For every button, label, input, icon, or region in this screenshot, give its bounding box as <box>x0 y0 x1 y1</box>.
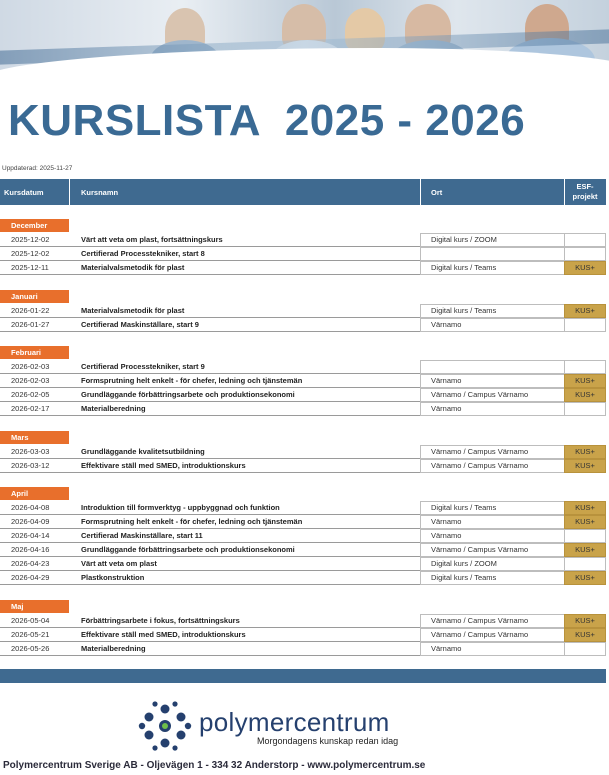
course-date: 2026-04-23 <box>11 559 50 568</box>
course-date: 2026-05-26 <box>11 644 50 653</box>
table-row <box>0 557 606 571</box>
month-header: April <box>0 487 69 500</box>
course-location: Värnamo / Campus Värnamo <box>431 616 529 625</box>
course-location: Värnamo / Campus Värnamo <box>431 390 529 399</box>
column-divider <box>420 179 421 205</box>
esf-cell <box>564 557 606 571</box>
course-location: Värnamo <box>431 531 462 540</box>
course-date: 2025-12-02 <box>11 235 50 244</box>
course-location: Digital kurs / Teams <box>431 503 497 512</box>
course-name: Materialvalsmetodik för plast <box>81 306 185 315</box>
column-divider <box>69 179 70 205</box>
row-divider <box>0 274 420 275</box>
esf-cell <box>564 529 606 543</box>
course-date: 2026-04-16 <box>11 545 50 554</box>
course-location: Värnamo <box>431 517 462 526</box>
esf-cell <box>564 247 606 261</box>
course-name: Värt att veta om plast, fortsättningskurs <box>81 235 223 244</box>
course-name: Formsprutning helt enkelt - för chefer, ledning och tjänstemän <box>81 376 303 385</box>
course-date: 2025-12-02 <box>11 249 50 258</box>
column-header-name: Kursnamn <box>81 187 119 197</box>
course-name: Effektivare ställ med SMED, introduktionskurs <box>81 630 246 639</box>
footer-address: Polymercentrum Sverige AB - Oljevägen 1 - 334 32 Anderstorp - www.polymercentrum.se <box>3 760 426 771</box>
course-date: 2026-04-09 <box>11 517 50 526</box>
course-location: Värnamo / Campus Värnamo <box>431 447 529 456</box>
row-divider <box>0 584 420 585</box>
esf-cell <box>564 642 606 656</box>
ort-cell-border <box>420 360 564 374</box>
esf-badge: KUS+ <box>564 515 606 529</box>
course-name: Certifierad Processtekniker, start 8 <box>81 249 205 258</box>
esf-badge: KUS+ <box>564 614 606 628</box>
table-row <box>0 233 606 247</box>
course-name: Grundläggande förbättringsarbete och produktionsekonomi <box>81 390 295 399</box>
course-date: 2026-05-21 <box>11 630 50 639</box>
table-row <box>0 445 606 459</box>
esf-badge: KUS+ <box>564 628 606 642</box>
course-location: Värnamo <box>431 320 462 329</box>
course-location: Digital kurs / Teams <box>431 573 497 582</box>
course-name: Materialvalsmetodik för plast <box>81 263 185 272</box>
table-header <box>0 179 606 205</box>
polymercentrum-logo-icon <box>138 701 192 751</box>
table-row <box>0 402 606 416</box>
esf-badge: KUS+ <box>564 388 606 402</box>
brand-name: polymercentrum <box>199 707 390 737</box>
page-title: KURSLISTA 2025 - 2026 <box>8 96 526 145</box>
column-header-date: Kursdatum <box>4 187 44 197</box>
course-date: 2026-05-04 <box>11 616 50 625</box>
column-header-esf: ESF- projekt <box>572 182 598 201</box>
table-row <box>0 247 606 261</box>
course-name: Värt att veta om plast <box>81 559 157 568</box>
course-date: 2026-02-03 <box>11 376 50 385</box>
course-location: Digital kurs / Teams <box>431 306 497 315</box>
course-name: Materialberedning <box>81 404 146 413</box>
column-header-ort: Ort <box>431 187 443 197</box>
esf-badge: KUS+ <box>564 445 606 459</box>
month-header: Februari <box>0 346 69 359</box>
course-date: 2026-03-12 <box>11 461 50 470</box>
course-location: Värnamo / Campus Värnamo <box>431 545 529 554</box>
month-header: Mars <box>0 431 69 444</box>
course-location: Värnamo <box>431 644 462 653</box>
esf-badge: KUS+ <box>564 571 606 585</box>
month-header: Maj <box>0 600 69 613</box>
brand-tagline: Morgondagens kunskap redan idag <box>257 736 399 746</box>
course-name: Effektivare ställ med SMED, introduktionskurs <box>81 461 246 470</box>
table-row <box>0 318 606 332</box>
course-date: 2026-04-14 <box>11 531 50 540</box>
esf-badge: KUS+ <box>564 261 606 275</box>
row-divider <box>0 415 420 416</box>
course-name: Grundläggande kvalitetsutbildning <box>81 447 205 456</box>
course-location: Digital kurs / ZOOM <box>431 559 497 568</box>
table-row <box>0 515 606 529</box>
course-location: Värnamo <box>431 376 462 385</box>
course-date: 2026-04-29 <box>11 573 50 582</box>
footer-bar <box>0 669 606 683</box>
esf-badge: KUS+ <box>564 304 606 318</box>
esf-cell <box>564 233 606 247</box>
course-location: Digital kurs / ZOOM <box>431 235 497 244</box>
esf-cell <box>564 360 606 374</box>
esf-badge: KUS+ <box>564 543 606 557</box>
course-name: Formsprutning helt enkelt - för chefer, ledning och tjänstemän <box>81 517 303 526</box>
table-row <box>0 459 606 473</box>
esf-cell <box>564 402 606 416</box>
course-date: 2026-01-27 <box>11 320 50 329</box>
table-row <box>0 571 606 585</box>
course-location: Digital kurs / Teams <box>431 263 497 272</box>
course-date: 2026-02-17 <box>11 404 50 413</box>
course-name: Introduktion till formverktyg - uppbyggnad och funktion <box>81 503 280 512</box>
course-name: Grundläggande förbättringsarbete och produktionsekonomi <box>81 545 295 554</box>
row-divider <box>0 472 420 473</box>
esf-badge: KUS+ <box>564 459 606 473</box>
course-location: Värnamo / Campus Värnamo <box>431 461 529 470</box>
course-name: Plastkonstruktion <box>81 573 145 582</box>
table-row <box>0 614 606 628</box>
updated-date: Uppdaterad: 2025-11-27 <box>2 165 73 172</box>
table-row <box>0 529 606 543</box>
course-date: 2025-12-11 <box>11 263 49 272</box>
course-date: 2026-02-03 <box>11 362 50 371</box>
esf-badge: KUS+ <box>564 374 606 388</box>
table-row <box>0 642 606 656</box>
table-row <box>0 261 606 275</box>
course-date: 2026-04-08 <box>11 503 50 512</box>
month-header: Januari <box>0 290 69 303</box>
course-location: Värnamo / Campus Värnamo <box>431 630 529 639</box>
course-name: Materialberedning <box>81 644 146 653</box>
course-name: Certifierad Processtekniker, start 9 <box>81 362 205 371</box>
ort-cell-border <box>420 247 564 261</box>
table-row <box>0 628 606 642</box>
table-row <box>0 374 606 388</box>
month-header: December <box>0 219 69 232</box>
course-date: 2026-01-22 <box>11 306 50 315</box>
course-name: Certifierad Maskinställare, start 9 <box>81 320 199 329</box>
course-name: Förbättringsarbete i fokus, fortsättningskurs <box>81 616 240 625</box>
esf-cell <box>564 318 606 332</box>
esf-badge: KUS+ <box>564 501 606 515</box>
table-row <box>0 304 606 318</box>
row-divider <box>0 655 420 656</box>
row-divider <box>0 331 420 332</box>
table-row <box>0 501 606 515</box>
table-row <box>0 543 606 557</box>
hero-photo-banner <box>0 0 609 100</box>
course-date: 2026-03-03 <box>11 447 50 456</box>
course-date: 2026-02-05 <box>11 390 50 399</box>
table-row <box>0 388 606 402</box>
course-location: Värnamo <box>431 404 462 413</box>
table-row <box>0 360 606 374</box>
course-name: Certifierad Maskinställare, start 11 <box>81 531 203 540</box>
